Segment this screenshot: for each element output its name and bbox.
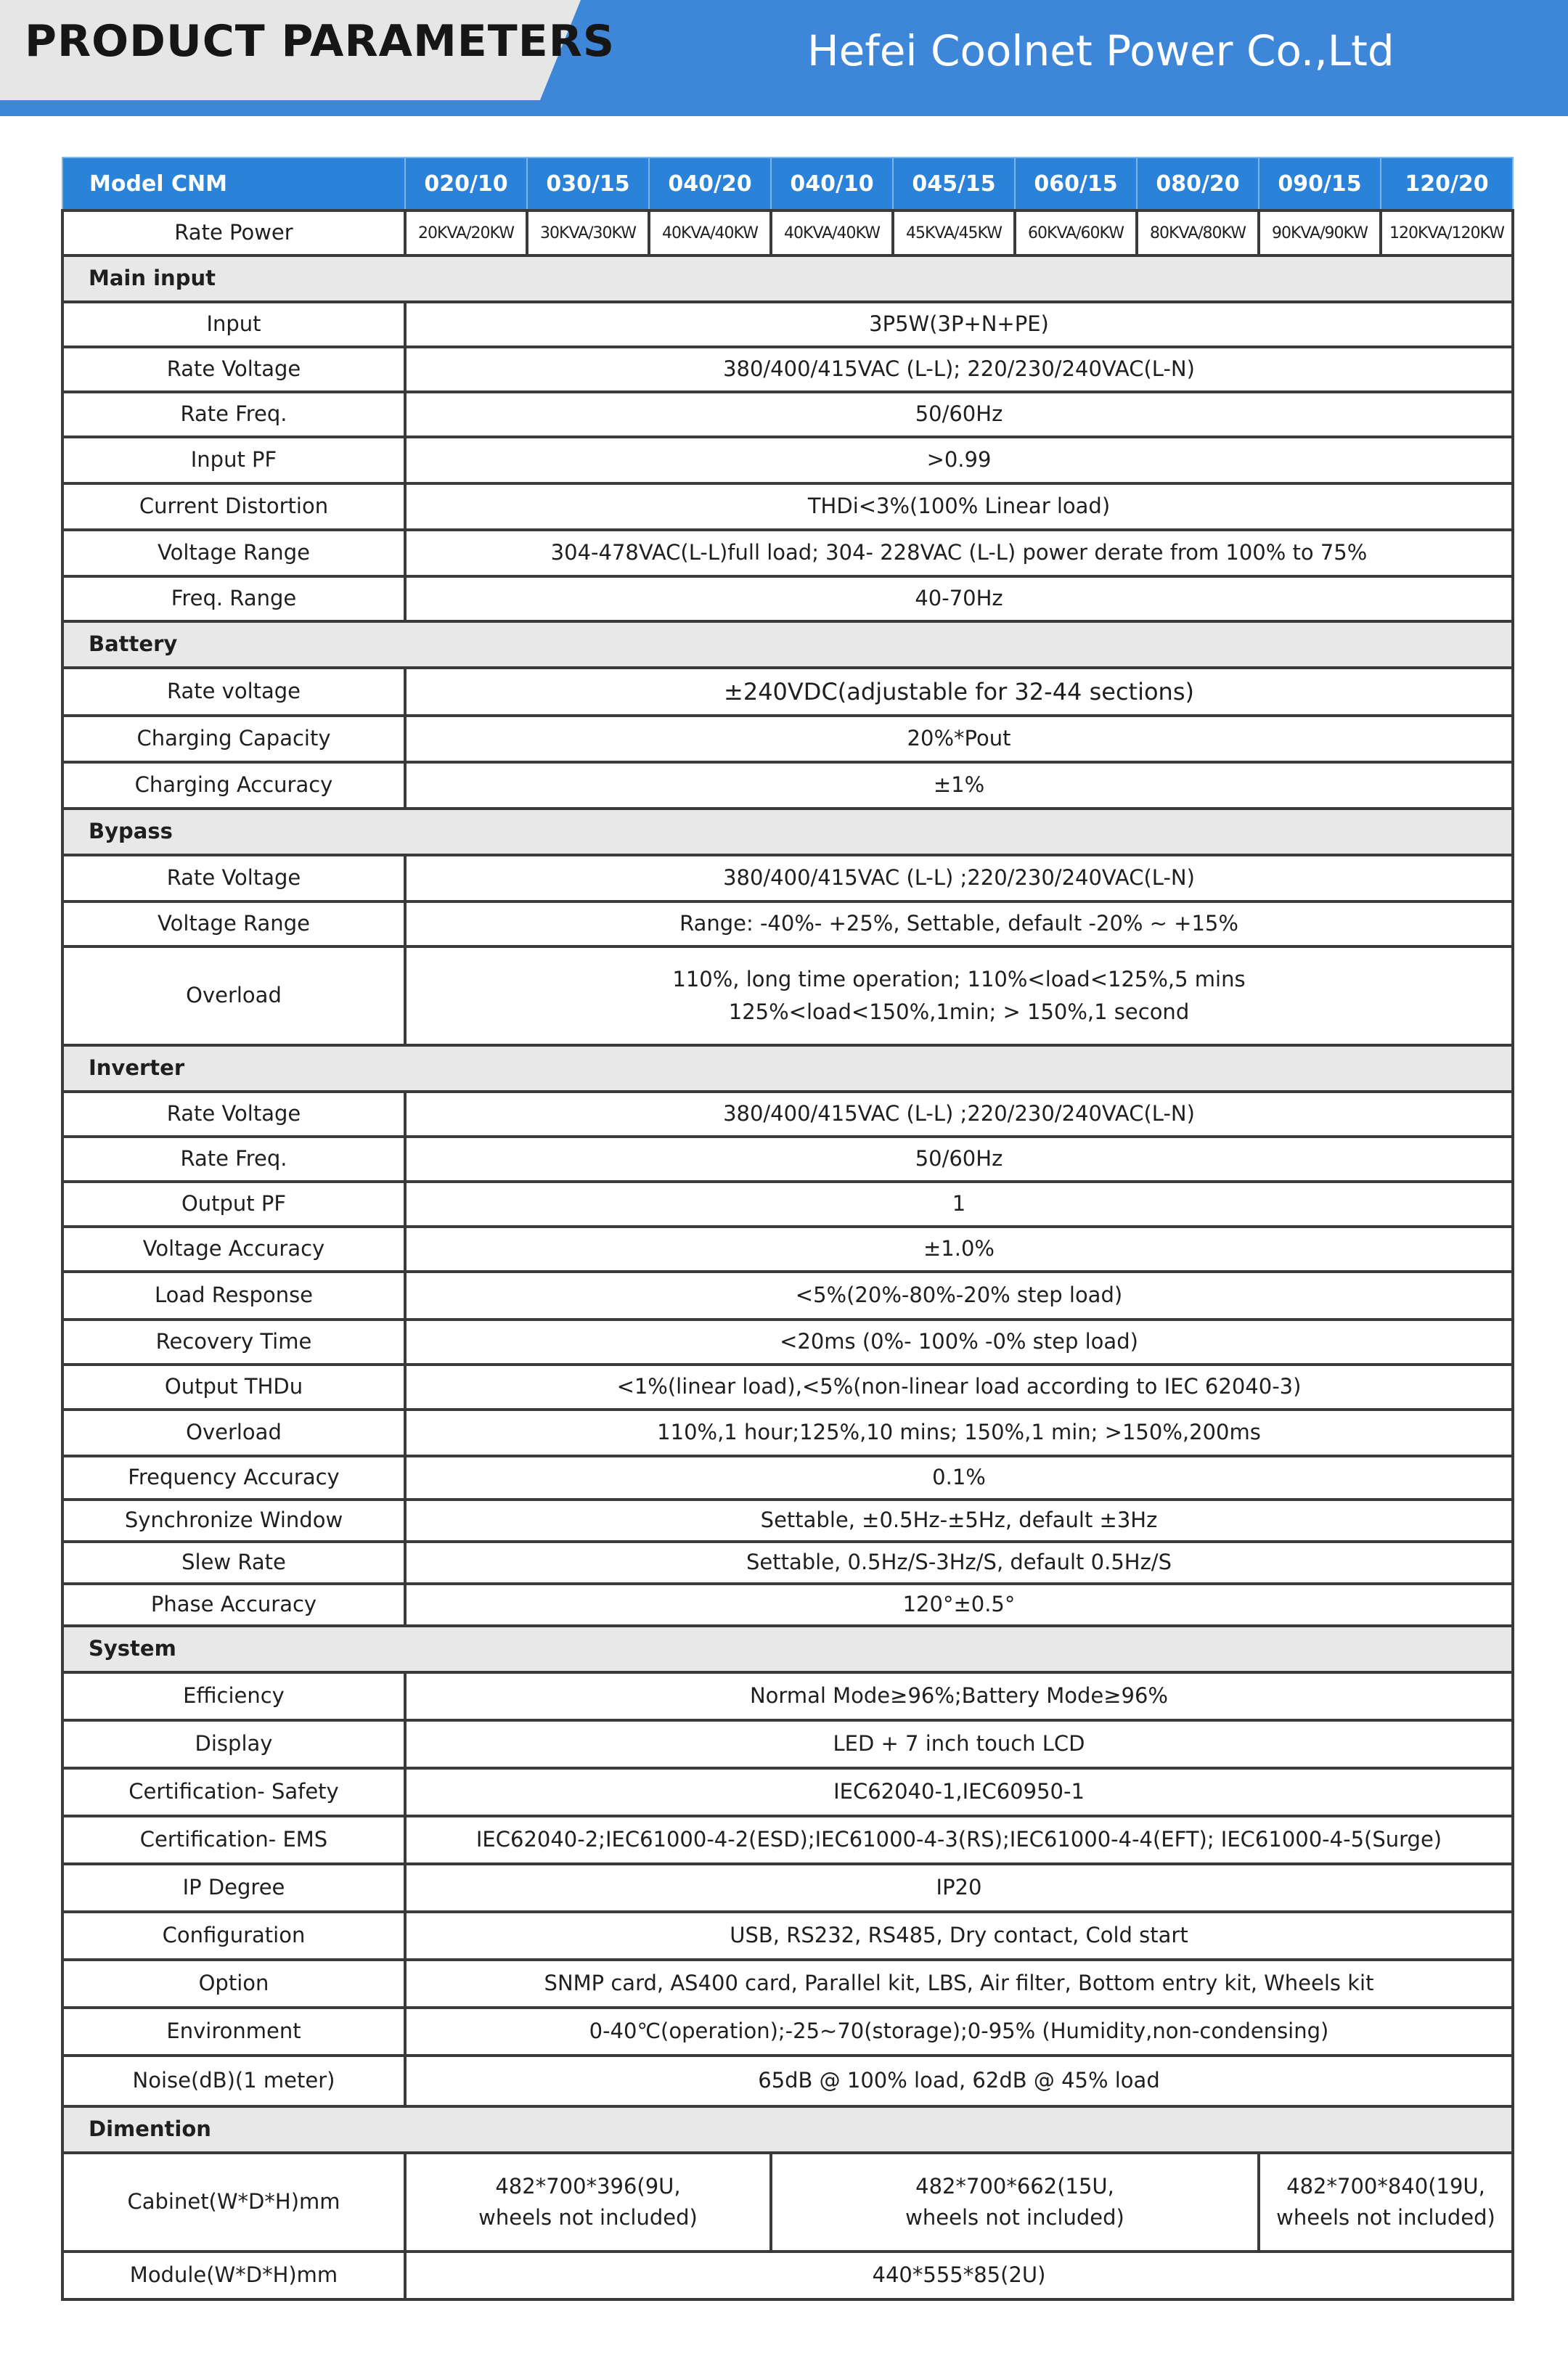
cabinet-value (1259, 2153, 1513, 2252)
param-row (62, 347, 1513, 392)
param-row (62, 1227, 1513, 1272)
param-value: 0-40℃(operation);-25~70(storage);0-95% (Humidity,non-condensing) (405, 2008, 1513, 2056)
section-bypass (62, 809, 1513, 855)
param-label: Noise(dB)(1 meter) (62, 2056, 405, 2106)
param-value: 440*555*85(2U) (405, 2252, 1513, 2299)
section-system (62, 1626, 1513, 1672)
rate-power-cell: 40KVA/40KW (771, 210, 893, 255)
param-value: 1 (405, 1182, 1513, 1227)
param-row (62, 1092, 1513, 1137)
param-row (62, 716, 1513, 762)
param-value: 380/400/415VAC (L-L); 220/230/240VAC(L-N) (405, 347, 1513, 392)
param-row (62, 1272, 1513, 1320)
section-title: System (62, 1626, 1513, 1672)
param-label: Slew Rate (62, 1542, 405, 1584)
param-value: THDi<3%(100% Linear load) (405, 483, 1513, 530)
param-row (62, 392, 1513, 437)
model-header-row (62, 158, 1513, 210)
param-label: Rate Freq. (62, 392, 405, 437)
overload-line: 110%, long time operation; 110%<load<125%,5 mins (672, 967, 1246, 992)
param-label: Output PF (62, 1182, 405, 1227)
param-label: Freq. Range (62, 576, 405, 621)
spec-table (61, 157, 1514, 2301)
param-value: 380/400/415VAC (L-L) ;220/230/240VAC(L-N) (405, 1092, 1513, 1137)
param-label: Certification- EMS (62, 1816, 405, 1864)
param-label: Voltage Range (62, 530, 405, 576)
param-value: 110%,1 hour;125%,10 mins; 150%,1 min; >150%,200ms (405, 1410, 1513, 1456)
section-battery (62, 621, 1513, 668)
param-value: ±1.0% (405, 1227, 1513, 1272)
param-label: Certification- Safety (62, 1768, 405, 1816)
cabinet-line: wheels not included) (478, 2205, 698, 2230)
param-label: Rate Voltage (62, 855, 405, 901)
model-cell: 045/15 (893, 158, 1015, 210)
param-label: Recovery Time (62, 1320, 405, 1365)
param-value (405, 946, 1513, 1045)
model-cell: 120/20 (1381, 158, 1513, 210)
param-row (62, 576, 1513, 621)
param-value: IP20 (405, 1864, 1513, 1912)
param-value: USB, RS232, RS485, Dry contact, Cold start (405, 1912, 1513, 1960)
cabinet-line: wheels not included) (905, 2205, 1124, 2230)
rate-power-label: Rate Power (62, 210, 405, 255)
cabinet-row (62, 2153, 1513, 2252)
rate-power-cell: 90KVA/90KW (1259, 210, 1381, 255)
param-row (62, 762, 1513, 809)
param-value: ±240VDC(adjustable for 32-44 sections) (405, 668, 1513, 716)
param-label: Charging Accuracy (62, 762, 405, 809)
param-label: Module(W*D*H)mm (62, 2252, 405, 2299)
param-row (62, 302, 1513, 347)
param-label: Output THDu (62, 1365, 405, 1410)
param-value: 3P5W(3P+N+PE) (405, 302, 1513, 347)
param-label: Overload (62, 946, 405, 1045)
section-title: Dimention (62, 2106, 1513, 2153)
param-label: Configuration (62, 1912, 405, 1960)
param-label: Input (62, 302, 405, 347)
param-row (62, 901, 1513, 946)
param-label: Current Distortion (62, 483, 405, 530)
param-value: 50/60Hz (405, 392, 1513, 437)
param-row (62, 1182, 1513, 1227)
param-label: IP Degree (62, 1864, 405, 1912)
model-cell: 060/15 (1015, 158, 1137, 210)
model-cell: 030/15 (527, 158, 649, 210)
param-label: Cabinet(W*D*H)mm (62, 2153, 405, 2252)
param-label: Overload (62, 1410, 405, 1456)
param-value: 120°±0.5° (405, 1584, 1513, 1626)
param-row (62, 1960, 1513, 2008)
param-row (62, 2252, 1513, 2299)
param-row (62, 2008, 1513, 2056)
param-label: Rate Voltage (62, 347, 405, 392)
rate-power-cell: 40KVA/40KW (649, 210, 771, 255)
section-title: Battery (62, 621, 1513, 668)
param-value: Range: -40%- +25%, Settable, default -20% ~ +15% (405, 901, 1513, 946)
rate-power-cell: 30KVA/30KW (527, 210, 649, 255)
model-cell: 090/15 (1259, 158, 1381, 210)
param-row (62, 2056, 1513, 2106)
param-value: 65dB @ 100% load, 62dB @ 45% load (405, 2056, 1513, 2106)
model-cell: 020/10 (405, 158, 527, 210)
section-main-input (62, 255, 1513, 302)
cabinet-line: wheels not included) (1276, 2205, 1495, 2230)
param-value: Normal Mode≥96%;Battery Mode≥96% (405, 1672, 1513, 1720)
param-row (62, 1410, 1513, 1456)
param-row (62, 1816, 1513, 1864)
model-cell: 040/20 (649, 158, 771, 210)
param-label: Voltage Range (62, 901, 405, 946)
param-value: SNMP card, AS400 card, Parallel kit, LBS, Air filter, Bottom entry kit, Wheels kit (405, 1960, 1513, 2008)
section-inverter (62, 1045, 1513, 1092)
param-value: IEC62040-2;IEC61000-4-2(ESD);IEC61000-4-3(RS);IEC61000-4-4(EFT); IEC61000-4-5(Surge) (405, 1816, 1513, 1864)
overload-line: 125%<load<150%,1min; > 150%,1 second (728, 999, 1190, 1024)
param-value: 380/400/415VAC (L-L) ;220/230/240VAC(L-N) (405, 855, 1513, 901)
cabinet-value (405, 2153, 771, 2252)
cabinet-line: 482*700*662(15U, (915, 2173, 1114, 2199)
param-value: Settable, 0.5Hz/S-3Hz/S, default 0.5Hz/S (405, 1542, 1513, 1584)
param-row (62, 1365, 1513, 1410)
cabinet-value (771, 2153, 1259, 2252)
param-label: Display (62, 1720, 405, 1768)
rate-power-cell: 120KVA/120KW (1381, 210, 1513, 255)
param-label: Rate voltage (62, 668, 405, 716)
param-row (62, 1500, 1513, 1542)
section-dimension (62, 2106, 1513, 2153)
param-label: Voltage Accuracy (62, 1227, 405, 1272)
param-label: Rate Voltage (62, 1092, 405, 1137)
param-value: 40-70Hz (405, 576, 1513, 621)
param-row (62, 668, 1513, 716)
param-row (62, 1542, 1513, 1584)
rate-power-cell: 80KVA/80KW (1137, 210, 1259, 255)
param-value: 20%*Pout (405, 716, 1513, 762)
param-row (62, 1912, 1513, 1960)
param-value: <20ms (0%- 100% -0% step load) (405, 1320, 1513, 1365)
cabinet-line: 482*700*396(9U, (495, 2173, 681, 2199)
param-row (62, 1456, 1513, 1500)
param-value: <1%(linear load),<5%(non-linear load according to IEC 62040-3) (405, 1365, 1513, 1410)
param-value: 50/60Hz (405, 1137, 1513, 1182)
cabinet-line: 482*700*840(19U, (1286, 2173, 1485, 2199)
param-row (62, 530, 1513, 576)
param-row (62, 855, 1513, 901)
param-label: Load Response (62, 1272, 405, 1320)
model-cell: 080/20 (1137, 158, 1259, 210)
rate-power-cell: 20KVA/20KW (405, 210, 527, 255)
rate-power-cell: 60KVA/60KW (1015, 210, 1137, 255)
param-row (62, 1320, 1513, 1365)
param-row (62, 1137, 1513, 1182)
section-title: Main input (62, 255, 1513, 302)
param-value: Settable, ±0.5Hz-±5Hz, default ±3Hz (405, 1500, 1513, 1542)
param-label: Option (62, 1960, 405, 2008)
rate-power-cell: 45KVA/45KW (893, 210, 1015, 255)
param-row (62, 1768, 1513, 1816)
model-label: Model CNM (62, 158, 405, 210)
param-value: LED + 7 inch touch LCD (405, 1720, 1513, 1768)
page-header (0, 0, 1568, 116)
param-row (62, 1584, 1513, 1626)
param-label: Efficiency (62, 1672, 405, 1720)
param-label: Input PF (62, 437, 405, 483)
param-label: Frequency Accuracy (62, 1456, 405, 1500)
param-label: Environment (62, 2008, 405, 2056)
page-title: PRODUCT PARAMETERS (25, 16, 616, 67)
param-value: <5%(20%-80%-20% step load) (405, 1272, 1513, 1320)
rate-power-row (62, 210, 1513, 255)
model-cell: 040/10 (771, 158, 893, 210)
param-value: 304-478VAC(L-L)full load; 304- 228VAC (L-L) power derate from 100% to 75% (405, 530, 1513, 576)
param-label: Phase Accuracy (62, 1584, 405, 1626)
param-label: Charging Capacity (62, 716, 405, 762)
param-value: >0.99 (405, 437, 1513, 483)
param-label: Synchronize Window (62, 1500, 405, 1542)
section-title: Bypass (62, 809, 1513, 855)
company-name: Hefei Coolnet Power Co.,Ltd (807, 26, 1395, 75)
param-row (62, 1864, 1513, 1912)
param-label: Rate Freq. (62, 1137, 405, 1182)
param-row (62, 1672, 1513, 1720)
param-value: 0.1% (405, 1456, 1513, 1500)
param-row (62, 946, 1513, 1045)
section-title: Inverter (62, 1045, 1513, 1092)
param-value: ±1% (405, 762, 1513, 809)
param-row (62, 437, 1513, 483)
param-row (62, 483, 1513, 530)
param-value: IEC62040-1,IEC60950-1 (405, 1768, 1513, 1816)
param-row (62, 1720, 1513, 1768)
